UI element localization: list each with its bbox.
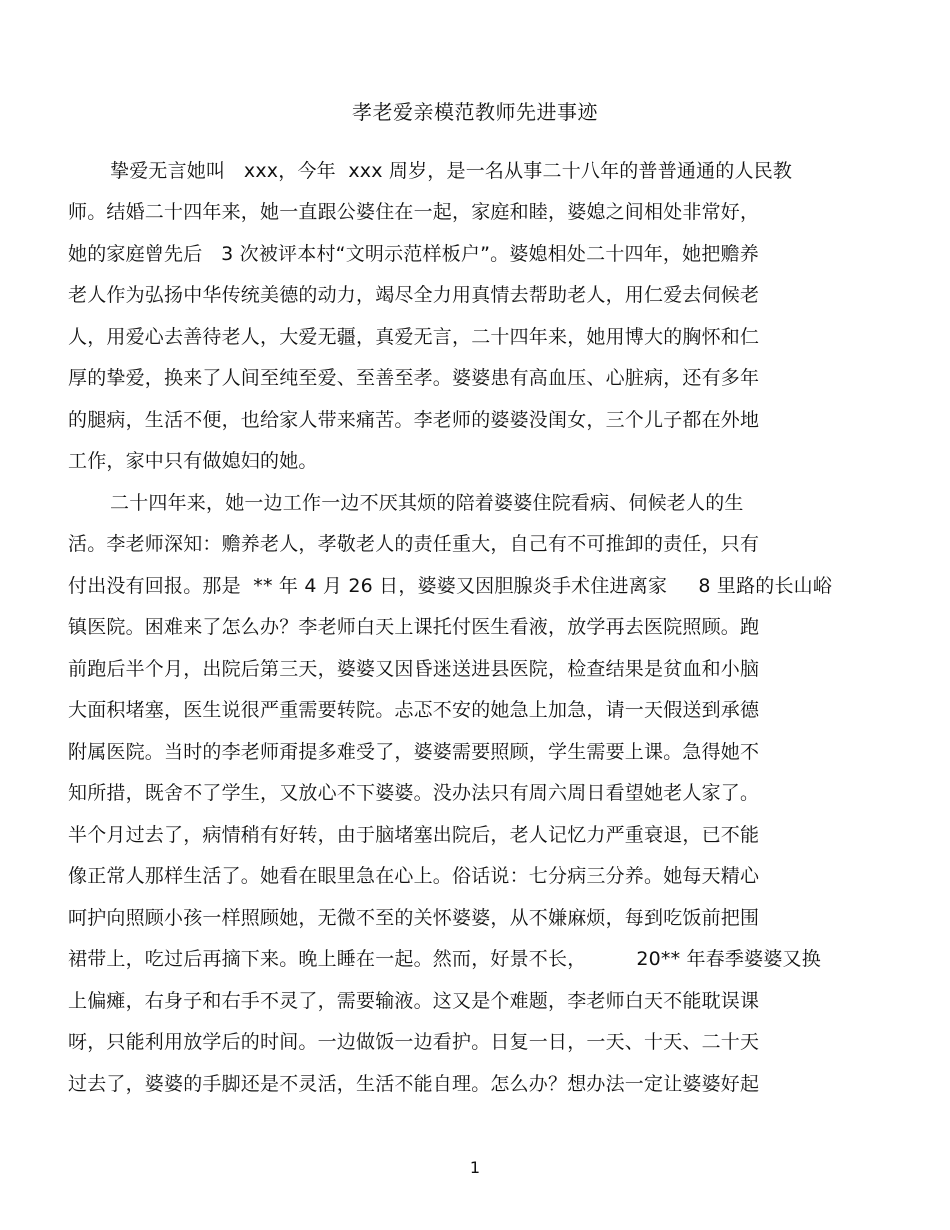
paragraph-line: 师。结婚二十四年来，她一直跟公婆住在一起，家庭和睦，婆媳之间相处非常好，	[68, 201, 760, 223]
paragraph-line: 人，用爱心去善待老人，大爱无疆，真爱无言，二十四年来，她用博大的胸怀和仁	[68, 326, 760, 348]
paragraph-line: 厚的挚爱，换来了人间至纯至爱、至善至孝。婆婆患有高血压、心脏病，还有多年	[68, 367, 760, 389]
paragraph-line: 老人作为弘扬中华传统美德的动力，竭尽全力用真情去帮助老人，用仁爱去伺候老	[68, 284, 760, 306]
paragraph-line: 工作，家中只有做媳妇的她。	[68, 450, 318, 472]
paragraph-line: 她的家庭曾先后 3 次被评本村“文明示范样板户”。婆媳相处二十四年，她把赡养	[68, 243, 759, 265]
paragraph-line: 活。李老师深知：赡养老人，孝敬老人的责任重大，自己有不可推卸的责任，只有	[68, 533, 760, 555]
paragraph-line: 镇医院。困难来了怎么办？李老师白天上课托付医生看液，放学再去医院照顾。跑	[68, 616, 760, 638]
paragraph-line: 前跑后半个月，出院后第三天，婆婆又因昏迷送进县医院，检查结果是贫血和小脑	[68, 658, 760, 680]
paragraph-line: 呀，只能利用放学后的时间。一边做饭一边看护。日复一日，一天、十天、二十天	[68, 1031, 760, 1053]
paragraph-line: 知所措，既舍不了学生，又放心不下婆婆。没办法只有周六周日看望她老人家了。	[68, 782, 760, 804]
page-number: 1	[469, 1158, 481, 1177]
paragraph-line: 挚爱无言她叫 xxx，今年 xxx 周岁，是一名从事二十八年的普普通通的人民教	[110, 160, 793, 182]
document-title: 孝老爱亲模范教师先进事迹	[352, 100, 598, 124]
paragraph-line: 像正常人那样生活了。她看在眼里急在心上。俗话说：七分病三分养。她每天精心	[68, 865, 760, 887]
paragraph-line: 二十四年来，她一边工作一边不厌其烦的陪着婆婆住院看病、伺候老人的生	[110, 492, 744, 514]
paragraph-line: 附属医院。当时的李老师甭提多难受了，婆婆需要照顾，学生需要上课。急得她不	[68, 741, 760, 763]
paragraph-line: 过去了，婆婆的手脚还是不灵活，生活不能自理。怎么办？想办法一定让婆婆好起	[68, 1073, 760, 1095]
paragraph-line: 大面积堵塞，医生说很严重需要转院。忐忑不安的她急上加急，请一天假送到承德	[68, 699, 760, 721]
paragraph-line: 的腿病，生活不便，也给家人带来痛苦。李老师的婆婆没闺女，三个儿子都在外地	[68, 409, 760, 431]
paragraph-line: 半个月过去了，病情稍有好转，由于脑堵塞出院后，老人记忆力严重衰退，已不能	[68, 824, 760, 846]
paragraph-line: 呵护向照顾小孩一样照顾她，无微不至的关怀婆婆，从不嫌麻烦，每到吃饭前把围	[68, 907, 760, 929]
paragraph-line: 裙带上，吃过后再摘下来。晚上睡在一起。然而，好景不长， 20** 年春季婆婆又换	[68, 948, 821, 970]
paragraph-line: 上偏瘫，右身子和右手不灵了，需要输液。这又是个难题，李老师白天不能耽误课	[68, 990, 760, 1012]
paragraph-line: 付出没有回报。那是 ** 年 4 月 26 日，婆婆又因胆腺炎手术住进离家 8 里路的长山峪	[68, 575, 833, 597]
